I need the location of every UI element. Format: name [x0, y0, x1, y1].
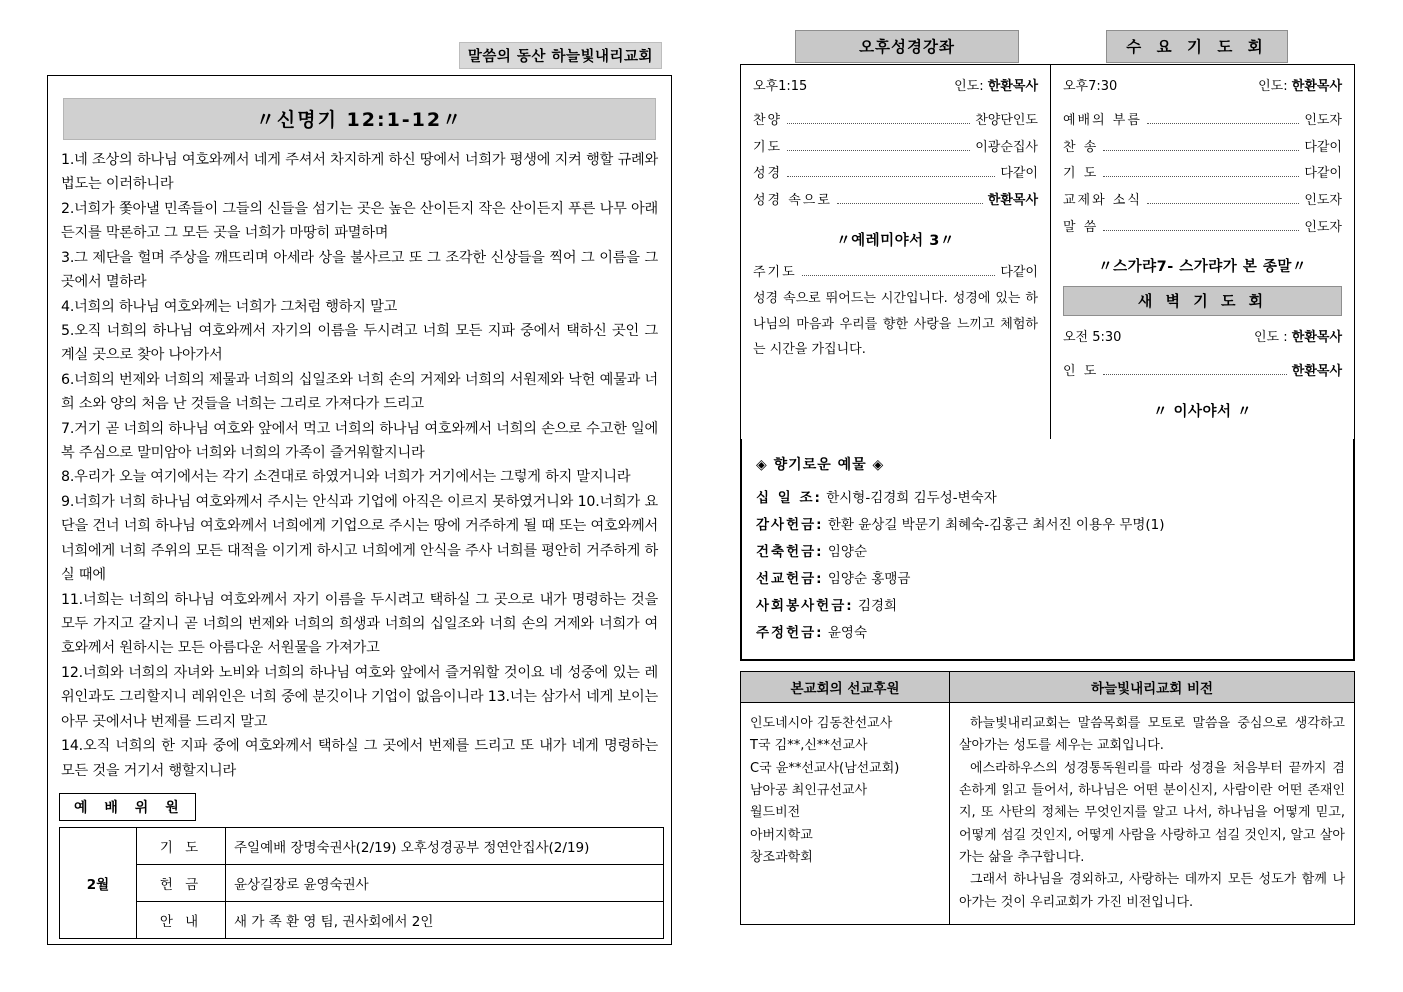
dot-leader: [1103, 230, 1299, 231]
list-item: 창조과학회: [750, 850, 813, 865]
dawn-time-row: [1063, 326, 1342, 345]
table-row: [741, 702, 1355, 924]
order-name: 성경: [753, 166, 783, 182]
order-name: 찬 송: [1063, 139, 1099, 155]
duty-table: [59, 827, 664, 939]
order-person: 한환목사: [1291, 364, 1342, 380]
offering-names: 임양순: [827, 543, 867, 560]
order-person: 다같이: [1304, 139, 1342, 155]
offering-panel: [741, 439, 1354, 660]
dot-leader: [1147, 203, 1299, 204]
verse: 7.거기 곧 너희의 하나님 여호와 앞에서 먹고 너희의 하나님 여호와께서 너희의 손으로 수고한 일에 복 주심으로 말미암아 너희와 너희의 가족이 즐거워할지니라: [61, 420, 658, 462]
order-line: [1063, 161, 1342, 188]
offering-names: 윤영숙: [827, 624, 867, 641]
left-column: [47, 42, 672, 945]
order-person: 다같이: [1000, 166, 1038, 182]
verse: 3.그 제단을 헐며 주상을 깨뜨리며 아세라 상을 불사르고 또 그 조각한 신상들을 찍어 그 이름을 그 곳에서 멸하라: [61, 249, 658, 291]
list-item: 월드비전: [750, 805, 801, 821]
dot-leader: [1147, 123, 1299, 124]
vision-paragraph: 그래서 하나님을 경외하고, 사랑하는 데까지 모든 성도가 함께 나아가는 것이 우리교회가 가진 비전입니다.: [959, 872, 1345, 910]
offering-names: 김경희: [857, 597, 898, 614]
duty-value: 윤상길장로 윤영숙권사: [226, 864, 664, 901]
afternoon-leader-name: 한환목사: [987, 79, 1038, 94]
wednesday-leader-name: 한환목사: [1291, 79, 1342, 94]
list-item: 인도네시아 김동찬선교사: [750, 715, 893, 731]
right-column: [740, 30, 1355, 925]
offering-label: 주정헌금:: [756, 624, 824, 641]
order-person: 다같이: [1000, 264, 1038, 280]
wednesday-time: 오후7:30: [1063, 79, 1118, 94]
order-name: 주기도: [753, 264, 797, 280]
verse: 1.네 조상의 하나님 여호와께서 네게 주셔서 차지하게 하신 땅에서 너희가 평생에 지켜 행할 규례와 법도는 이러하니라: [61, 152, 658, 193]
tab-dawn-prayer: 새 벽 기 도 회: [1063, 286, 1342, 316]
order-person: 인도자: [1304, 113, 1342, 128]
order-name: 예배의 부름: [1063, 113, 1142, 128]
dot-leader: [787, 176, 995, 177]
order-line: [753, 260, 1038, 287]
duty-role: 헌 금: [137, 864, 226, 901]
order-name: 인 도: [1063, 364, 1099, 380]
dot-leader: [802, 275, 996, 276]
order-line: [1063, 188, 1342, 215]
order-line: [753, 188, 1038, 215]
order-line: [1063, 215, 1342, 242]
dawn-leader-name: 한환목사: [1291, 330, 1342, 346]
order-name: 교제와 소식: [1063, 192, 1142, 208]
duty-value: 주일예배 장명숙권사(2/19) 오후성경공부 정연안집사(2/19): [226, 827, 664, 864]
verse: 2.너희가 쫓아낼 민족들이 그들의 신들을 섬기는 곳은 높은 산이든지 작은 산이든지 푸른 나무 아래든지를 막론하고 그 모든 곳을 너희가 마땅히 파멸하며: [61, 200, 658, 242]
order-name: 말 씀: [1063, 219, 1099, 235]
vision-header: 하늘빛내리교회 비전: [950, 671, 1355, 702]
wednesday-leader-label: 인도:: [1258, 79, 1288, 94]
vision-paragraph: 하늘빛내리교회는 말씀목회를 모토로 말씀을 중심으로 생각하고 살아가는 성도를 세우는 교회입니다.: [959, 715, 1345, 754]
wednesday-time-row: [1063, 75, 1342, 94]
left-header: [47, 42, 672, 69]
tab-afternoon-bible-lecture: 오후성경강좌: [795, 30, 1019, 63]
afternoon-leader-label: 인도:: [954, 79, 984, 94]
dawn-sermon-title: 〃 이사야서 〃: [1152, 403, 1253, 420]
verse: 11.너희는 너희의 하나님 여호와께서 자기 이름을 두시려고 택하실 그 곳으로 내가 명령하는 것을 모두 가지고 갈지니 곧 너희의 번제와 너희의 희생과 너희의 십일조와 너희 손의 거제와 너희가 여호와께서 원하시는 모든 아름다운 서원물을 가져가고: [61, 591, 658, 657]
offering-heading: ◈ 향기로운 예물 ◈: [756, 456, 885, 473]
vision-table: [740, 671, 1355, 925]
list-item: 남아공 최인규선교사: [750, 782, 868, 798]
dawn-order: [1063, 359, 1342, 386]
offering-line: [756, 620, 1339, 647]
order-person: 인도자: [1304, 192, 1342, 208]
order-line: [1063, 108, 1342, 135]
wednesday-order: [1063, 108, 1342, 241]
dawn-leader-label: 인도 :: [1253, 330, 1288, 346]
table-row: [60, 827, 664, 864]
wednesday-leader: [1258, 75, 1342, 94]
afternoon-sermon-title: 〃예레미야서 3〃: [836, 232, 955, 249]
verse: 12.너희와 너희의 자녀와 노비와 너희의 하나님 여호와 앞에서 즐거워할 것이요 네 성중에 있는 레위인과도 그리할지니 레위인은 너희 중에 분깃이나 기업이 없음이니라 13.너는 삼가서 네게 보이는 아무 곳에서나 번제를 드리지 말고: [61, 664, 658, 730]
wednesday-and-dawn: [1051, 65, 1354, 439]
dot-leader: [1103, 176, 1299, 177]
offering-label: 십 일 조:: [756, 489, 822, 506]
table-header-row: [741, 671, 1355, 702]
order-person: 다같이: [1304, 166, 1342, 182]
afternoon-closing: [753, 260, 1038, 287]
verse: 5.오직 너희의 하나님 여호와께서 자기의 이름을 두시려고 너희 모든 지파 중에서 택하신 곳인 그 계실 곳으로 찾아 나아가서: [61, 322, 658, 364]
verse: 9.너희가 너희 하나님 여호와께서 주시는 안식과 기업에 아직은 이르지 못하였거니와 10.너희가 요단을 건너 너희 하나님 여호와께서 너희에게 기업으로 주시는 땅에 거주하게 될 때 또는 여호와께서 너희에게 너희 주위의 모든 대적을 이기게 하시고 너희에게 안식을 주사 너희를 평안히 거주하게 하실 때에: [61, 493, 658, 584]
verse: 14.오직 너희의 한 지파 중에 여호와께서 택하실 그 곳에서 번제를 드리고 또 내가 네게 명령하는 모든 것을 거기서 행할지니라: [61, 738, 658, 779]
order-person: 이광순집사: [975, 139, 1038, 155]
duty-month: 2월: [60, 827, 137, 938]
left-header-label: 말씀의 동산 하늘빛내리교회: [459, 42, 662, 69]
mission-header: 본교회의 선교후원: [741, 671, 950, 702]
services-columns: [741, 65, 1354, 439]
worship-committee-label: 예 배 위 원: [59, 793, 196, 821]
order-name: 기 도: [1063, 166, 1099, 182]
wednesday-sermon-title: 〃스가랴7- 스가랴가 본 종말〃: [1098, 259, 1307, 276]
vision-text: [950, 702, 1355, 924]
afternoon-leader: [954, 75, 1038, 94]
offering-label: 선교헌금:: [756, 570, 824, 587]
order-line: [1063, 359, 1342, 386]
list-item: T국 김**,신**선교사: [750, 738, 868, 754]
offering-line: [756, 485, 1339, 512]
verse: 6.너희의 번제와 너희의 제물과 너희의 십일조와 너희 손의 거제와 너희의 서원제와 낙헌 예물과 너희 소와 양의 처음 난 것들을 너희는 그리로 가져다가 드리고: [61, 371, 658, 413]
vision-paragraph: 에스라하우스의 성경통독원리를 따라 성경을 처음부터 끝까지 겸손하게 읽고 들어서, 하나님은 어떤 분이신지, 사람이란 어떤 존재인지, 또 사탄의 정체는 무엇인지를 알고 나서, 하나님을 어떻게 믿고, 어떻게 섬길 것인지, 어떻게 사람을 사랑하고 섬길 것인지, 알고 살아가는 삶을 추구합니다.: [959, 760, 1345, 865]
order-name: 찬양: [753, 113, 783, 128]
offering-line: [756, 593, 1339, 620]
offering-label: 감사헌금:: [756, 516, 824, 533]
table-row: [60, 901, 664, 938]
list-item: 아버지학교: [750, 827, 813, 843]
order-line: [753, 161, 1038, 188]
afternoon-time-row: [753, 75, 1038, 94]
order-name: 성경 속으로: [753, 192, 832, 208]
duty-value: 새 가 족 환 영 팀, 권사회에서 2인: [226, 901, 664, 938]
duty-role: 기 도: [137, 827, 226, 864]
verse: 4.너희의 하나님 여호와께는 너희가 그처럼 행하지 말고: [61, 298, 398, 315]
dawn-time: 오전 5:30: [1063, 330, 1122, 346]
list-item: C국 윤**선교사(남선교회): [750, 760, 900, 776]
scripture-title: 〃신명기 12:1-12〃: [63, 98, 656, 140]
dot-leader: [837, 203, 983, 204]
verse: 8.우리가 오늘 여기에서는 각기 소견대로 하였거니와 너희가 거기에서는 그렇게 하지 말지니라: [61, 469, 631, 486]
afternoon-service: [741, 65, 1051, 439]
offering-names: 한환 윤상길 박문기 최혜숙-김홍근 최서진 이용우 무명(1): [827, 516, 1165, 533]
offering-names: 임양순 홍맹금: [827, 570, 911, 587]
offering-line: [756, 512, 1339, 539]
services-grid: [740, 64, 1355, 661]
dot-leader: [1103, 150, 1299, 151]
tab-wednesday-prayer: 수 요 기 도 회: [1106, 30, 1288, 63]
order-person: 찬양단인도: [975, 113, 1038, 128]
order-line: [753, 108, 1038, 135]
order-person: 인도자: [1304, 219, 1342, 235]
scripture-body: [57, 148, 662, 783]
order-line: [753, 135, 1038, 162]
order-line: [1063, 135, 1342, 162]
afternoon-description: 성경 속으로 뛰어드는 시간입니다. 성경에 있는 하나님의 마음과 우리를 향한 사랑을 느끼고 체험하는 시간을 가집니다.: [753, 291, 1038, 357]
dot-leader: [787, 123, 970, 124]
duty-role: 안 내: [137, 901, 226, 938]
order-person: 한환목사: [987, 192, 1038, 208]
dot-leader: [1103, 374, 1287, 375]
afternoon-order: [753, 108, 1038, 215]
mission-list: [741, 702, 950, 924]
offering-line: [756, 539, 1339, 566]
dot-leader: [787, 150, 970, 151]
offering-names: 한시형-김경희 김두성-변숙자: [826, 489, 997, 506]
offering-label: 건축헌금:: [756, 543, 824, 560]
order-name: 기도: [753, 139, 783, 155]
afternoon-time: 오후1:15: [753, 79, 808, 94]
scripture-panel: [47, 75, 672, 945]
offering-label: 사회봉사헌금:: [756, 597, 854, 614]
table-row: [60, 864, 664, 901]
dawn-leader: [1254, 326, 1342, 345]
service-tabs: [740, 30, 1355, 64]
offering-line: [756, 566, 1339, 593]
